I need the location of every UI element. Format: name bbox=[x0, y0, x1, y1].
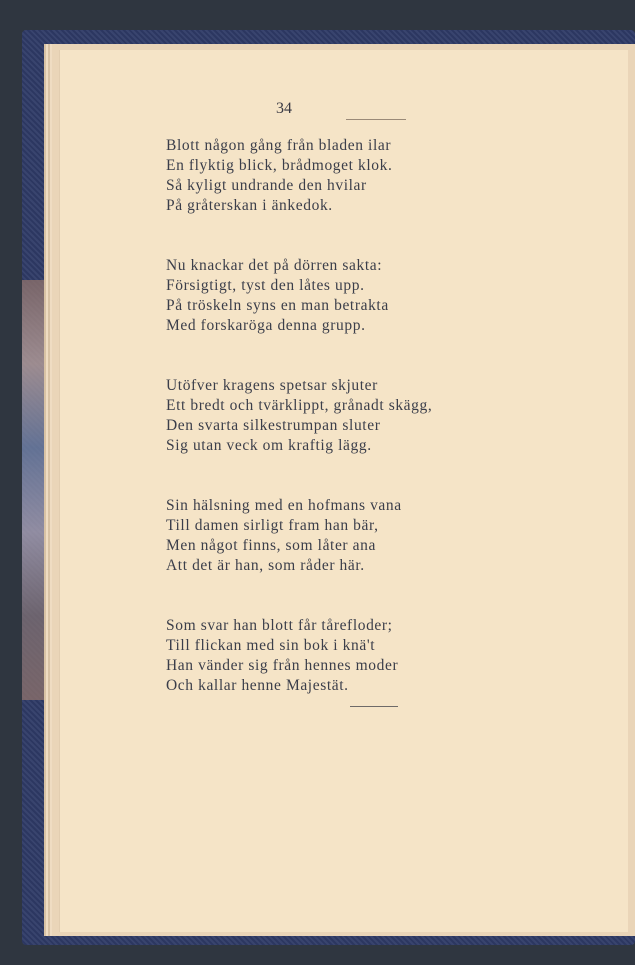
poem-line: Försigtigt, tyst den låtes upp. bbox=[166, 277, 365, 294]
poem-line: Med forskaröga denna grupp. bbox=[166, 317, 366, 334]
poem-line: På tröskeln syns en man betrakta bbox=[166, 297, 389, 314]
poem bbox=[166, 136, 432, 696]
poem-line: Som svar han blott får tårefloder; bbox=[166, 617, 393, 634]
poem-line: Men något finns, som låter ana bbox=[166, 537, 376, 554]
stanza bbox=[166, 376, 432, 456]
poem-line: Blott någon gång från bladen ilar bbox=[166, 137, 392, 154]
poem-line: På gråterskan i änkedok. bbox=[166, 197, 333, 214]
end-rule bbox=[350, 706, 398, 707]
poem-line: Nu knackar det på dörren sakta: bbox=[166, 257, 383, 274]
stanza bbox=[166, 496, 432, 576]
poem-line: Att det är han, som råder här. bbox=[166, 557, 365, 574]
poem-line: Så kyligt undrande den hvilar bbox=[166, 177, 367, 194]
poem-line: Till damen sirligt fram han bär, bbox=[166, 517, 379, 534]
stanza bbox=[166, 136, 432, 216]
header-rule bbox=[346, 119, 406, 120]
poem-line: Den svarta silkestrumpan sluter bbox=[166, 417, 381, 434]
stanza bbox=[166, 616, 432, 696]
poem-line: Sin hälsning med en hofmans vana bbox=[166, 497, 402, 514]
poem-line: Ett bredt och tvärklippt, grånadt skägg, bbox=[166, 397, 433, 414]
page-number: 34 bbox=[276, 100, 292, 117]
poem-line: En flyktig blick, brådmoget klok. bbox=[166, 157, 393, 174]
poem-line: Sig utan veck om kraftig lägg. bbox=[166, 437, 372, 454]
poem-line: Och kallar henne Majestät. bbox=[166, 677, 349, 694]
stanza bbox=[166, 256, 432, 336]
poem-line: Utöfver kragens spetsar skjuter bbox=[166, 377, 378, 394]
poem-line: Han vänder sig från hennes moder bbox=[166, 657, 399, 674]
poem-line: Till flickan med sin bok i knä't bbox=[166, 637, 376, 654]
